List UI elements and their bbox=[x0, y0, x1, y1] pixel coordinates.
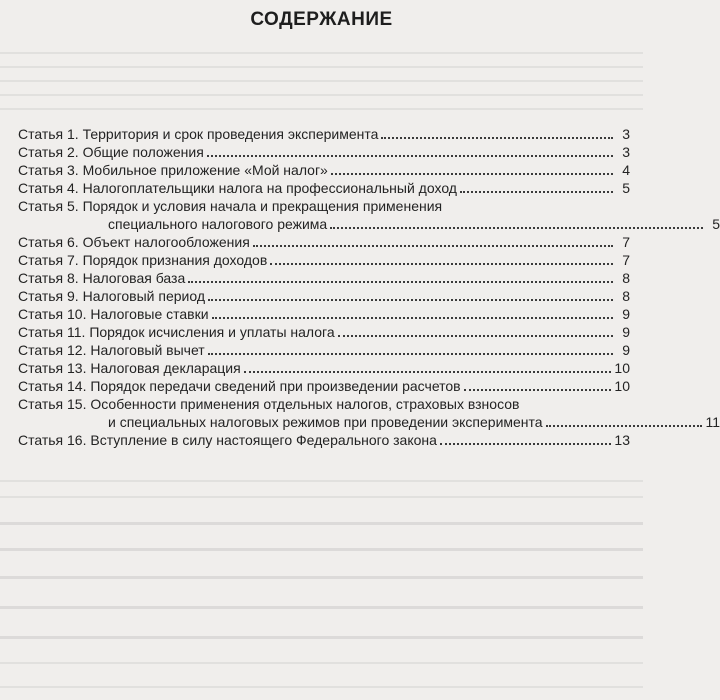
toc-entry-8[interactable] bbox=[18, 269, 630, 287]
dot-leader bbox=[253, 245, 613, 247]
toc-entry-label: Статья 3. Мобильное приложение «Мой налог» bbox=[18, 162, 328, 178]
toc-entry-12[interactable] bbox=[18, 341, 630, 359]
toc-entry-label-continued: специального налогового режима bbox=[108, 216, 328, 232]
toc-entry-page: 7 bbox=[622, 252, 630, 268]
toc-entry-label: Статья 8. Налоговая база bbox=[18, 270, 186, 286]
toc-entry-11[interactable] bbox=[18, 323, 630, 341]
table-of-contents bbox=[18, 125, 720, 449]
toc-entry-label: Статья 2. Общие положения bbox=[18, 144, 204, 160]
toc-entry-page: 4 bbox=[622, 162, 630, 178]
dot-leader bbox=[440, 443, 612, 445]
dot-leader bbox=[460, 191, 613, 193]
dot-leader bbox=[270, 263, 613, 265]
toc-entry-label: Статья 14. Порядок передачи сведений при произведении расчетов bbox=[18, 378, 461, 394]
dot-leader bbox=[546, 425, 703, 427]
dot-leader bbox=[331, 173, 613, 175]
toc-entry-page: 9 bbox=[622, 342, 630, 358]
toc-entry-page: 3 bbox=[622, 144, 630, 160]
toc-entry-label: Статья 15. Особенности применения отдельных налогов, страховых взносов bbox=[18, 396, 520, 412]
toc-entry-10[interactable] bbox=[18, 305, 630, 323]
dot-leader bbox=[212, 317, 613, 319]
toc-entry-label: Статья 4. Налогоплательщики налога на профессиональный доход bbox=[18, 180, 457, 196]
toc-entry-page: 10 bbox=[614, 378, 630, 394]
toc-entry-page: 11 bbox=[705, 414, 720, 430]
toc-entry-label: Статья 6. Объект налогообложения bbox=[18, 234, 250, 250]
toc-entry-label: Статья 10. Налоговые ставки bbox=[18, 306, 209, 322]
page-title: СОДЕРЖАНИЕ bbox=[250, 9, 393, 30]
toc-entry-page: 10 bbox=[614, 360, 630, 376]
dot-leader bbox=[244, 371, 612, 373]
toc-entry-14[interactable] bbox=[18, 377, 630, 395]
toc-entry-label: Статья 16. Вступление в силу настоящего Федерального закона bbox=[18, 432, 437, 448]
toc-entry-page: 8 bbox=[622, 270, 630, 286]
toc-entry-7[interactable] bbox=[18, 251, 630, 269]
toc-entry-5[interactable] bbox=[18, 197, 720, 233]
toc-entry-label: Статья 5. Порядок и условия начала и прекращения применения bbox=[18, 198, 443, 214]
toc-entry-4[interactable] bbox=[18, 179, 630, 197]
toc-entry-page: 13 bbox=[614, 432, 630, 448]
toc-entry-label: Статья 11. Порядок исчисления и уплаты налога bbox=[18, 324, 335, 340]
toc-entry-label: Статья 1. Территория и срок проведения эксперимента bbox=[18, 126, 379, 142]
toc-entry-page: 3 bbox=[622, 126, 630, 142]
dot-leader bbox=[207, 155, 613, 157]
dot-leader bbox=[464, 389, 612, 391]
toc-entry-1[interactable] bbox=[18, 125, 630, 143]
toc-entry-9[interactable] bbox=[18, 287, 630, 305]
toc-entry-page: 9 bbox=[622, 324, 630, 340]
dot-leader bbox=[381, 137, 613, 139]
toc-entry-label: Статья 7. Порядок признания доходов bbox=[18, 252, 268, 268]
toc-entry-15[interactable] bbox=[18, 395, 720, 431]
toc-entry-2[interactable] bbox=[18, 143, 630, 161]
toc-entry-6[interactable] bbox=[18, 233, 630, 251]
toc-entry-page: 5 bbox=[712, 216, 720, 232]
dot-leader bbox=[338, 335, 613, 337]
dot-leader bbox=[330, 227, 703, 229]
toc-entry-16[interactable] bbox=[18, 431, 630, 449]
toc-entry-label-continued: и специальных налоговых режимов при проведении эксперимента bbox=[108, 414, 543, 430]
toc-entry-label: Статья 9. Налоговый период bbox=[18, 288, 206, 304]
toc-entry-3[interactable] bbox=[18, 161, 630, 179]
toc-entry-page: 5 bbox=[622, 180, 630, 196]
toc-entry-label: Статья 13. Налоговая декларация bbox=[18, 360, 241, 376]
toc-entry-page: 8 bbox=[622, 288, 630, 304]
toc-entry-13[interactable] bbox=[18, 359, 630, 377]
dot-leader bbox=[208, 299, 613, 301]
toc-entry-page: 7 bbox=[622, 234, 630, 250]
toc-entry-label: Статья 12. Налоговый вычет bbox=[18, 342, 205, 358]
dot-leader bbox=[188, 281, 613, 283]
dot-leader bbox=[208, 353, 613, 355]
toc-entry-page: 9 bbox=[622, 306, 630, 322]
